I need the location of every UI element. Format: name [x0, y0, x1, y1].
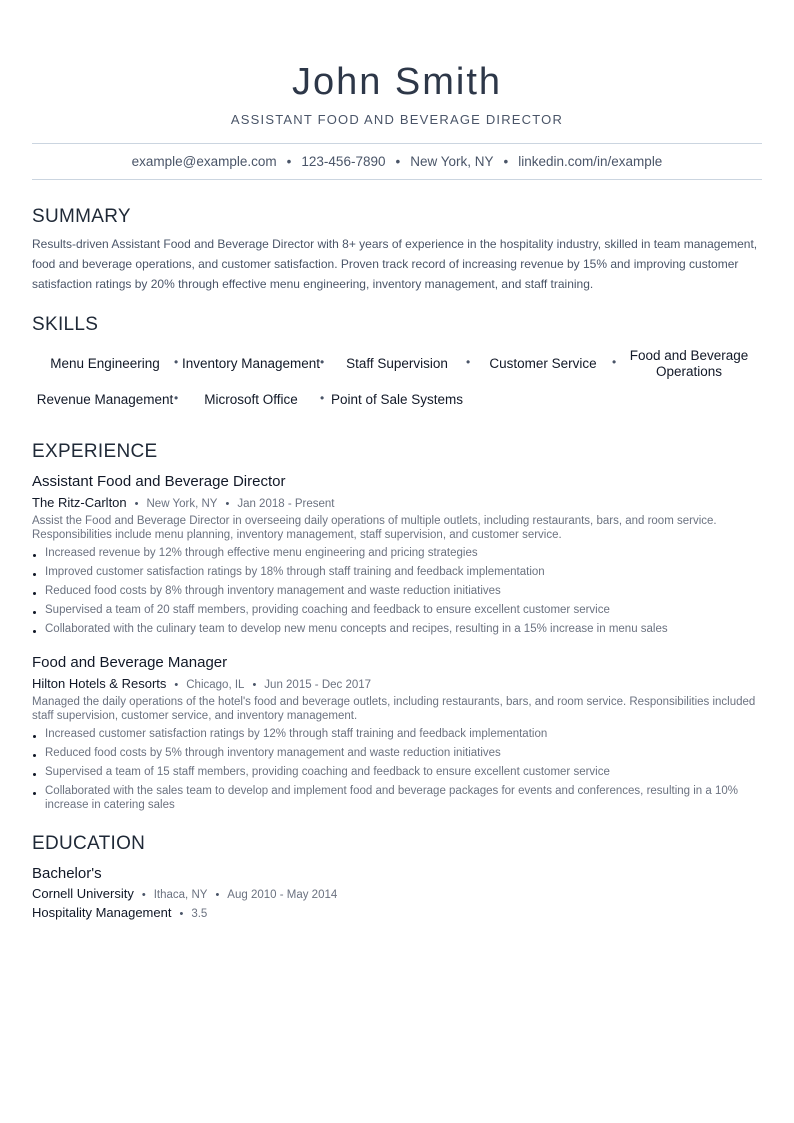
job-description: Managed the daily operations of the hotel's food and beverage outlets, including restaurants, bars, and room service. Responsibilities included staff supervision, customer service, and inventory management.	[32, 695, 756, 722]
candidate-title: ASSISTANT FOOD AND BEVERAGE DIRECTOR	[230, 111, 564, 127]
achievement-item: Supervised a team of 20 staff members, providing coaching and feedback to ensure excellent customer service	[32, 603, 762, 617]
contact-linkedin[interactable]: linkedin.com/in/example	[518, 153, 663, 169]
achievement-item: Reduced food costs by 5% through inventory management and waste reduction initiatives	[32, 746, 762, 760]
meta-separator: •	[141, 888, 146, 901]
achievement-item: Improved customer satisfaction ratings by 18% through staff training and feedback implementation	[32, 565, 762, 579]
achievement-item: Collaborated with the culinary team to develop new menu concepts and recipes, resulting in a 15% increase in menu sales	[32, 622, 762, 636]
skill-item	[178, 348, 324, 380]
contact-phone[interactable]: 123-456-7890	[301, 153, 386, 169]
job-achievements	[32, 727, 762, 812]
contact-email[interactable]: example@example.com	[131, 153, 277, 169]
education-field: Hospitality Management	[32, 904, 172, 920]
education-degree: Bachelor's	[32, 864, 102, 882]
meta-separator: •	[215, 888, 220, 901]
skill-label: Menu Engineering	[50, 355, 160, 371]
job-title: Food and Beverage Manager	[32, 653, 228, 671]
job-meta	[32, 495, 762, 510]
skills-grid	[32, 348, 762, 416]
achievement-item: Reduced food costs by 8% through inventory management and waste reduction initiatives	[32, 584, 762, 598]
job-entry	[32, 473, 762, 636]
skill-label: Staff Supervision	[346, 355, 448, 371]
education-section	[32, 834, 762, 920]
contact-location: New York, NY	[410, 153, 494, 169]
education-school-line	[32, 886, 762, 901]
job-dates: Jun 2015 - Dec 2017	[264, 678, 372, 691]
achievement-item: Supervised a team of 15 staff members, providing coaching and feedback to ensure excellent customer service	[32, 765, 762, 779]
job-company: Hilton Hotels & Resorts	[32, 675, 167, 691]
contact-separator: •	[286, 153, 292, 169]
education-heading: EDUCATION	[32, 832, 146, 854]
job-dates: Jan 2018 - Present	[237, 497, 335, 510]
skill-label: Customer Service	[489, 355, 597, 371]
job-title: Assistant Food and Beverage Director	[32, 472, 286, 490]
meta-separator: •	[225, 497, 230, 510]
resume-header	[0, 0, 794, 127]
skill-item	[178, 384, 324, 416]
skill-item	[32, 384, 178, 416]
experience-heading: EXPERIENCE	[32, 440, 158, 462]
skill-item	[470, 348, 616, 380]
job-location: Chicago, IL	[186, 678, 245, 691]
job-entry	[32, 654, 762, 812]
education-gpa: 3.5	[191, 907, 208, 920]
job-achievements	[32, 546, 762, 636]
skill-item	[616, 348, 762, 380]
achievement-item: Collaborated with the sales team to develop and implement food and beverage packages for events and conferences, resulting in a 10% increase in catering sales	[32, 784, 762, 812]
contact-separator: •	[395, 153, 401, 169]
skills-section	[32, 315, 762, 416]
summary-text: Results-driven Assistant Food and Beverage Director with 8+ years of experience in the hospitality industry, skilled in team management, food and beverage operations, and customer satisfaction. Proven track record of increasing revenue by 15% and improving customer satisfaction ratings by 20% through effective menu engineering, inventory management, and staff training.	[32, 236, 758, 291]
candidate-name: John Smith	[291, 61, 503, 103]
contact-separator: •	[503, 153, 509, 169]
meta-separator: •	[179, 907, 184, 920]
skill-label: Microsoft Office	[204, 391, 298, 407]
job-company: The Ritz-Carlton	[32, 494, 127, 510]
education-field-line	[32, 905, 762, 920]
skill-item	[324, 348, 470, 380]
skill-label: Food and Beverage Operations	[629, 347, 749, 379]
achievement-item: Increased revenue by 12% through effective menu engineering and pricing strategies	[32, 546, 762, 560]
achievement-item: Increased customer satisfaction ratings by 12% through staff training and feedback implementation	[32, 727, 762, 741]
skill-label: Point of Sale Systems	[330, 391, 464, 407]
summary-section	[32, 207, 762, 294]
skill-item	[32, 348, 178, 380]
experience-section	[32, 442, 762, 812]
education-school: Cornell University	[32, 885, 134, 901]
skill-label: Revenue Management	[36, 391, 174, 407]
job-description: Assist the Food and Beverage Director in overseeing daily operations of multiple outlets, including restaurants, bars, and room service. Responsibilities include menu planning, inventory management, staff supervision, and customer service.	[32, 514, 717, 541]
education-location: Ithaca, NY	[153, 888, 208, 901]
skills-heading: SKILLS	[32, 313, 99, 335]
meta-separator: •	[134, 497, 139, 510]
education-dates: Aug 2010 - May 2014	[227, 888, 338, 901]
summary-heading: SUMMARY	[32, 205, 131, 227]
skill-item	[324, 384, 470, 416]
skill-label: Inventory Management	[181, 355, 321, 371]
job-location: New York, NY	[146, 497, 218, 510]
meta-separator: •	[174, 678, 179, 691]
job-meta	[32, 676, 762, 691]
meta-separator: •	[252, 678, 257, 691]
contact-bar	[32, 143, 762, 180]
